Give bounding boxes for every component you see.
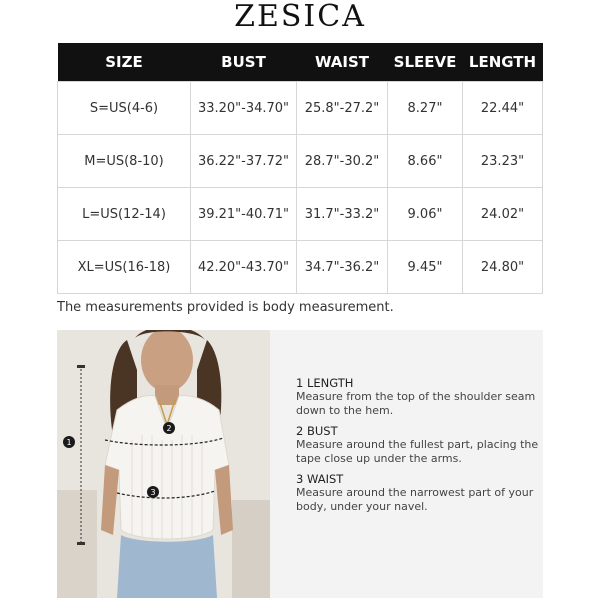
marker-label: 3 (150, 488, 156, 497)
model-illustration (57, 330, 270, 598)
cell-sleeve: 8.66" (388, 135, 463, 188)
marker-label: 2 (166, 424, 172, 433)
table-row (58, 188, 543, 241)
cell-waist: 25.8"-27.2" (297, 82, 388, 135)
measurement-note: The measurements provided is body measurement. (57, 300, 394, 315)
measure-guide (296, 370, 544, 520)
guide-waist-title: 3 WAIST (296, 472, 344, 486)
cell-size: XL=US(16-18) (58, 241, 191, 294)
cell-size: L=US(12-14) (58, 188, 191, 241)
header-size: SIZE (58, 43, 191, 82)
cell-bust: 39.21"-40.71" (191, 188, 297, 241)
cell-bust: 33.20"-34.70" (191, 82, 297, 135)
header-bust: BUST (191, 43, 297, 82)
cell-length: 23.23" (463, 135, 543, 188)
header-sleeve: SLEEVE (388, 43, 463, 82)
size-chart-header-row (58, 43, 543, 82)
size-chart-table (57, 43, 543, 294)
guide-waist-desc: Measure around the narrowest part of your body, under your navel. (296, 486, 534, 513)
cell-sleeve: 9.06" (388, 188, 463, 241)
table-row (58, 135, 543, 188)
brand-logo: ZESICA (234, 0, 366, 34)
marker-waist (147, 486, 159, 498)
cell-waist: 31.7"-33.2" (297, 188, 388, 241)
guide-bust-title: 2 BUST (296, 424, 338, 438)
header-length: LENGTH (463, 43, 543, 82)
cell-length: 24.80" (463, 241, 543, 294)
guide-bust-desc: Measure around the fullest part, placing the tape close up under the arms. (296, 438, 539, 465)
cell-length: 22.44" (463, 82, 543, 135)
cell-waist: 34.7"-36.2" (297, 241, 388, 294)
marker-bust (163, 422, 175, 434)
cell-waist: 28.7"-30.2" (297, 135, 388, 188)
guide-length-title: 1 LENGTH (296, 376, 354, 390)
table-row (58, 241, 543, 294)
cell-size: S=US(4-6) (58, 82, 191, 135)
cell-bust: 42.20"-43.70" (191, 241, 297, 294)
guide-length-desc: Measure from the top of the shoulder seam down to the hem. (296, 390, 536, 417)
cell-sleeve: 8.27" (388, 82, 463, 135)
cell-length: 24.02" (463, 188, 543, 241)
marker-length (63, 436, 75, 448)
cell-bust: 36.22"-37.72" (191, 135, 297, 188)
measure-guide-panel (270, 330, 543, 598)
model-photo (57, 330, 270, 598)
marker-label: 1 (66, 438, 72, 447)
header-waist: WAIST (297, 43, 388, 82)
cell-size: M=US(8-10) (58, 135, 191, 188)
cell-sleeve: 9.45" (388, 241, 463, 294)
table-row (58, 82, 543, 135)
